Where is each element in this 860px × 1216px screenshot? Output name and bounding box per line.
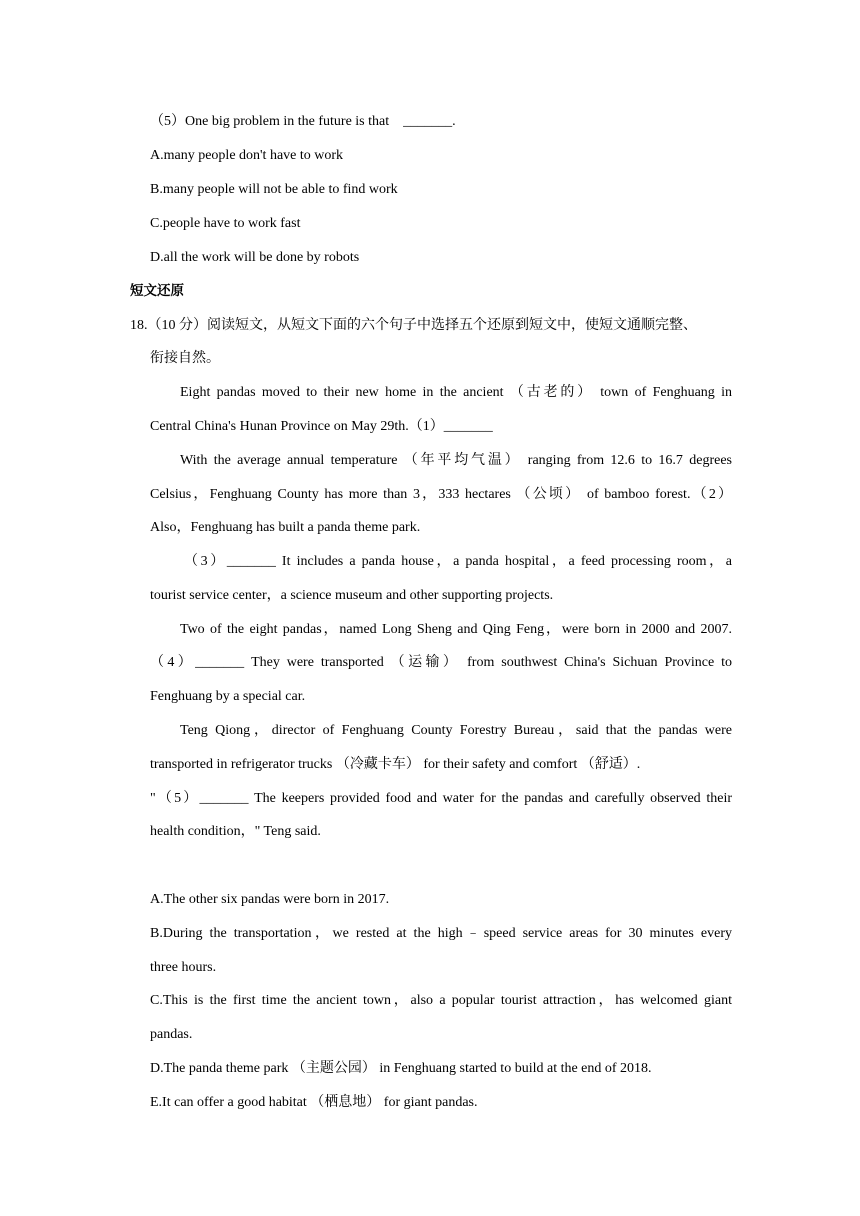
passage-line: Also，Fenghuang has built a panda theme park. bbox=[150, 520, 421, 535]
passage-line: Eight pandas moved to their new home in the ancient （古老的） town of Fenghuang in bbox=[180, 385, 732, 400]
choice-a: A.The other six pandas were born in 2017. bbox=[150, 892, 390, 907]
option-b: B.many people will not be able to find work bbox=[150, 182, 398, 197]
passage-line: "（5）_______ The keepers provided food and water for the pandas and carefully observed their bbox=[150, 791, 732, 806]
passage-line: health condition，" Teng said. bbox=[150, 824, 321, 839]
choice-e: E.It can offer a good habitat （栖息地） for giant pandas. bbox=[150, 1095, 478, 1110]
choice-d: D.The panda theme park （主题公园） in Fenghuang started to build at the end of 2018. bbox=[150, 1061, 652, 1076]
choice-c-cont: pandas. bbox=[150, 1027, 193, 1042]
question-stem: （5）One big problem in the future is that _______. bbox=[150, 114, 456, 129]
passage-line: Two of the eight pandas，named Long Sheng and Qing Feng，were born in 2000 and 2007. bbox=[180, 622, 732, 637]
option-d: D.all the work will be done by robots bbox=[150, 250, 360, 265]
question-instruction-cont: 衔接自然。 bbox=[150, 351, 220, 366]
question-instruction: 18.（10 分）阅读短文，从短文下面的六个句子中选择五个还原到短文中，使短文通顺完整、 bbox=[130, 318, 697, 333]
passage-line: Celsius，Fenghuang County has more than 3，333 hectares （公顷） of bamboo forest.（2） bbox=[150, 487, 732, 502]
choice-c: C.This is the first time the ancient town，also a popular tourist attraction，has welcomed giant bbox=[150, 993, 732, 1008]
passage-line: Teng Qiong，director of Fenghuang County Forestry Bureau，said that the pandas were bbox=[180, 723, 732, 738]
option-a: A.many people don't have to work bbox=[150, 148, 344, 163]
passage-line: With the average annual temperature （年平均气温） ranging from 12.6 to 16.7 degrees bbox=[180, 453, 732, 468]
passage-line: （3）_______ It includes a panda house，a panda hospital，a feed processing room，a bbox=[184, 554, 732, 569]
option-c: C.people have to work fast bbox=[150, 216, 301, 231]
passage-line: Fenghuang by a special car. bbox=[150, 689, 306, 704]
choice-b-cont: three hours. bbox=[150, 960, 217, 975]
choice-b: B.During the transportation，we rested at the high﹣speed service areas for 30 minutes every bbox=[150, 926, 732, 941]
passage-line: tourist service center，a science museum and other supporting projects. bbox=[150, 588, 554, 603]
section-title: 短文还原 bbox=[130, 283, 184, 299]
passage-line: Central China's Hunan Province on May 29th.（1）_______ bbox=[150, 419, 493, 434]
passage-line: （4）_______ They were transported （运输） from southwest China's Sichuan Province to bbox=[150, 655, 732, 670]
passage-line: transported in refrigerator trucks （冷藏卡车） for their safety and comfort （舒适）. bbox=[150, 757, 641, 772]
